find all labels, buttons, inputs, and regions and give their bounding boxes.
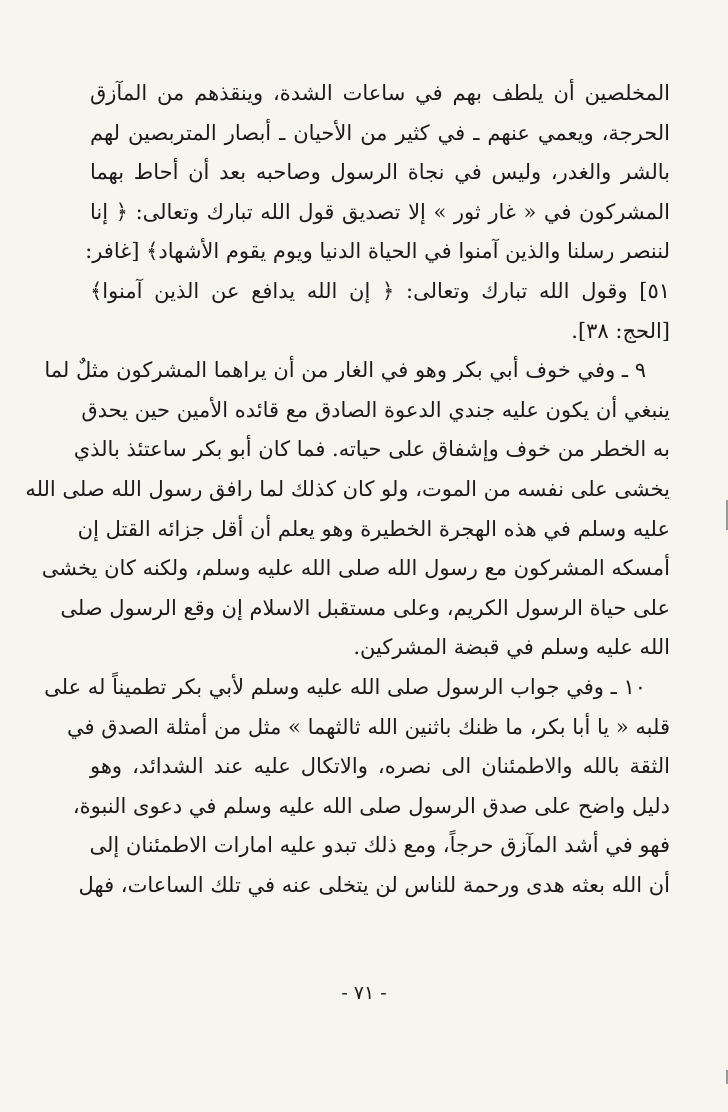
text-line: ١٠ ـ وفي جواب الرسول صلى الله عليه وسلم لأبي بكر تطميناً له على: [44, 674, 646, 699]
text-line: فهو في أشد المآزق حرجاً، ومع ذلك تبدو عليه امارات الاطمئنان إلى: [89, 833, 670, 858]
text-line: لننصر رسلنا والذين آمنوا في الحياة الدنيا ويوم يقوم الأشهاد﴾ [غافر:: [85, 239, 670, 264]
text-line: الثقة بالله والاطمئنان الى نصره، والاتكال عليه عند الشدائد، وهو: [90, 754, 670, 779]
text-line: دليل واضح على صدق الرسول صلى الله عليه وسلم في دعوى النبوة،: [72, 793, 670, 818]
text-line: الله عليه وسلم في قبضة المشركين.: [353, 635, 670, 660]
page-number: - ٧١ -: [341, 982, 387, 1004]
body-text: [25, 74, 670, 905]
text-line: ينبغي أن يكون عليه جندي الدعوة الصادق مع قائده الأمين حين يحدق: [81, 397, 670, 422]
text-line: على حياة الرسول الكريم، وعلى مستقبل الاسلام إن وقع الرسول صلى: [60, 595, 670, 620]
text-line: قلبه « يا أبا بكر، ما ظنك باثنين الله ثالثهما » مثل من أمثلة الصدق في: [67, 714, 670, 739]
text-line: أمسكه المشركون مع رسول الله صلى الله عليه وسلم، ولكنه كان يخشى: [41, 556, 670, 581]
text-line: يخشى على نفسه من الموت، ولو كان كذلك لما رافق رسول الله صلى الله: [25, 476, 670, 501]
text-line: الحرجة، ويعمي عنهم ـ في كثير من الأحيان ـ أبصار المتربصين لهم: [90, 120, 670, 145]
text-line: [الحج: ٣٨].: [571, 318, 670, 343]
text-line: به الخطر من خوف وإشفاق على حياته. فما كان أبو بكر ساعتئذ بالذي: [73, 437, 670, 462]
text-line: عليه وسلم في هذه الهجرة الخطيرة وهو يعلم أن أقل جزائه القتل إن: [77, 516, 670, 541]
text-line: بالشر والغدر، وليس في نجاة الرسول وصاحبه بعد أن أحاط بهما: [90, 160, 670, 185]
text-line: أن الله بعثه هدى ورحمة للناس لن يتخلى عنه في تلك الساعات، فهل: [78, 872, 670, 897]
text-line: المشركون في « غار ثور » إلا تصديق قول الله تبارك وتعالى: ﴿ إنا: [90, 199, 670, 224]
text-line: المخلصين أن يلطف بهم في ساعات الشدة، وينقذهم من المآزق: [90, 81, 670, 105]
text-line: ٩ ـ وفي خوف أبي بكر وهو في الغار من أن يراهما المشركون مثلٌ لما: [44, 358, 646, 383]
text-line: ٥١] وقول الله تبارك وتعالى: ﴿ إن الله يدافع عن الذين آمنوا﴾: [90, 278, 670, 303]
